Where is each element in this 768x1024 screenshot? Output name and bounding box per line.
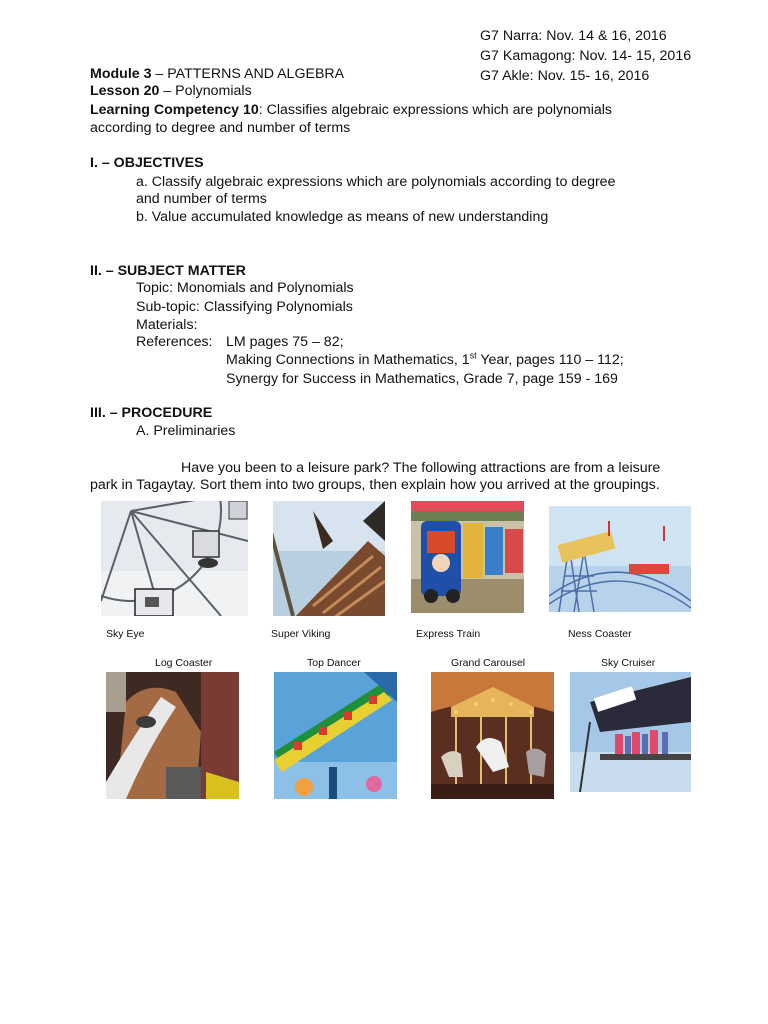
instruction-paragraph-cont: park in Tagaytay. Sort them into two groups, then explain how you arrived at the groupings. xyxy=(90,477,660,493)
caption-sky-eye: Sky Eye xyxy=(106,628,145,640)
log-coaster-photo xyxy=(106,672,239,799)
top-dancer-photo xyxy=(274,672,397,799)
preliminaries: A. Preliminaries xyxy=(136,423,236,439)
caption-grand-carousel: Grand Carousel xyxy=(451,657,526,669)
sky-eye-photo xyxy=(101,501,248,616)
ness-coaster-photo xyxy=(549,506,691,612)
schedule-narra: G7 Narra: Nov. 14 & 16, 2016 xyxy=(480,28,667,44)
module-title: Module 3 – PATTERNS AND ALGEBRA xyxy=(90,66,345,82)
caption-express-train: Express Train xyxy=(416,628,481,640)
objective-b: b. Value accumulated knowledge as means of new understanding xyxy=(136,209,549,225)
schedule-kamagong: G7 Kamagong: Nov. 14- 15, 2016 xyxy=(480,48,692,64)
reference-2: Making Connections in Mathematics, 1st Year, pages 110 – 112; xyxy=(226,350,624,368)
sky-cruiser-photo xyxy=(570,672,691,792)
materials: Materials: xyxy=(136,317,198,333)
caption-ness-coaster: Ness Coaster xyxy=(568,628,632,640)
schedule-akle: G7 Akle: Nov. 15- 16, 2016 xyxy=(480,68,650,84)
objective-a-cont: and number of terms xyxy=(136,191,267,207)
grand-carousel-photo xyxy=(431,672,554,799)
references-label: References: xyxy=(136,334,213,350)
learning-competency: Learning Competency 10: Classifies algebraic expressions which are polynomials xyxy=(90,102,613,118)
procedure-heading: III. – PROCEDURE xyxy=(90,405,213,421)
objectives-heading: I. – OBJECTIVES xyxy=(90,155,204,171)
caption-super-viking: Super Viking xyxy=(271,628,331,640)
subject-matter-heading: II. – SUBJECT MATTER xyxy=(90,263,246,279)
express-train-photo xyxy=(411,501,524,613)
instruction-paragraph: Have you been to a leisure park? The following attractions are from a leisure xyxy=(181,460,661,476)
subtopic: Sub-topic: Classifying Polynomials xyxy=(136,299,353,315)
reference-3: Synergy for Success in Mathematics, Grade 7, page 159 - 169 xyxy=(226,371,618,387)
learning-competency-cont: according to degree and number of terms xyxy=(90,120,351,136)
lesson-title: Lesson 20 – Polynomials xyxy=(90,83,252,99)
reference-1: LM pages 75 – 82; xyxy=(226,334,344,350)
caption-log-coaster: Log Coaster xyxy=(155,657,213,669)
caption-sky-cruiser: Sky Cruiser xyxy=(601,657,656,669)
super-viking-photo xyxy=(273,501,385,616)
caption-top-dancer: Top Dancer xyxy=(307,657,361,669)
topic: Topic: Monomials and Polynomials xyxy=(136,280,354,296)
objective-a: a. Classify algebraic expressions which are polynomials according to degree xyxy=(136,174,616,190)
